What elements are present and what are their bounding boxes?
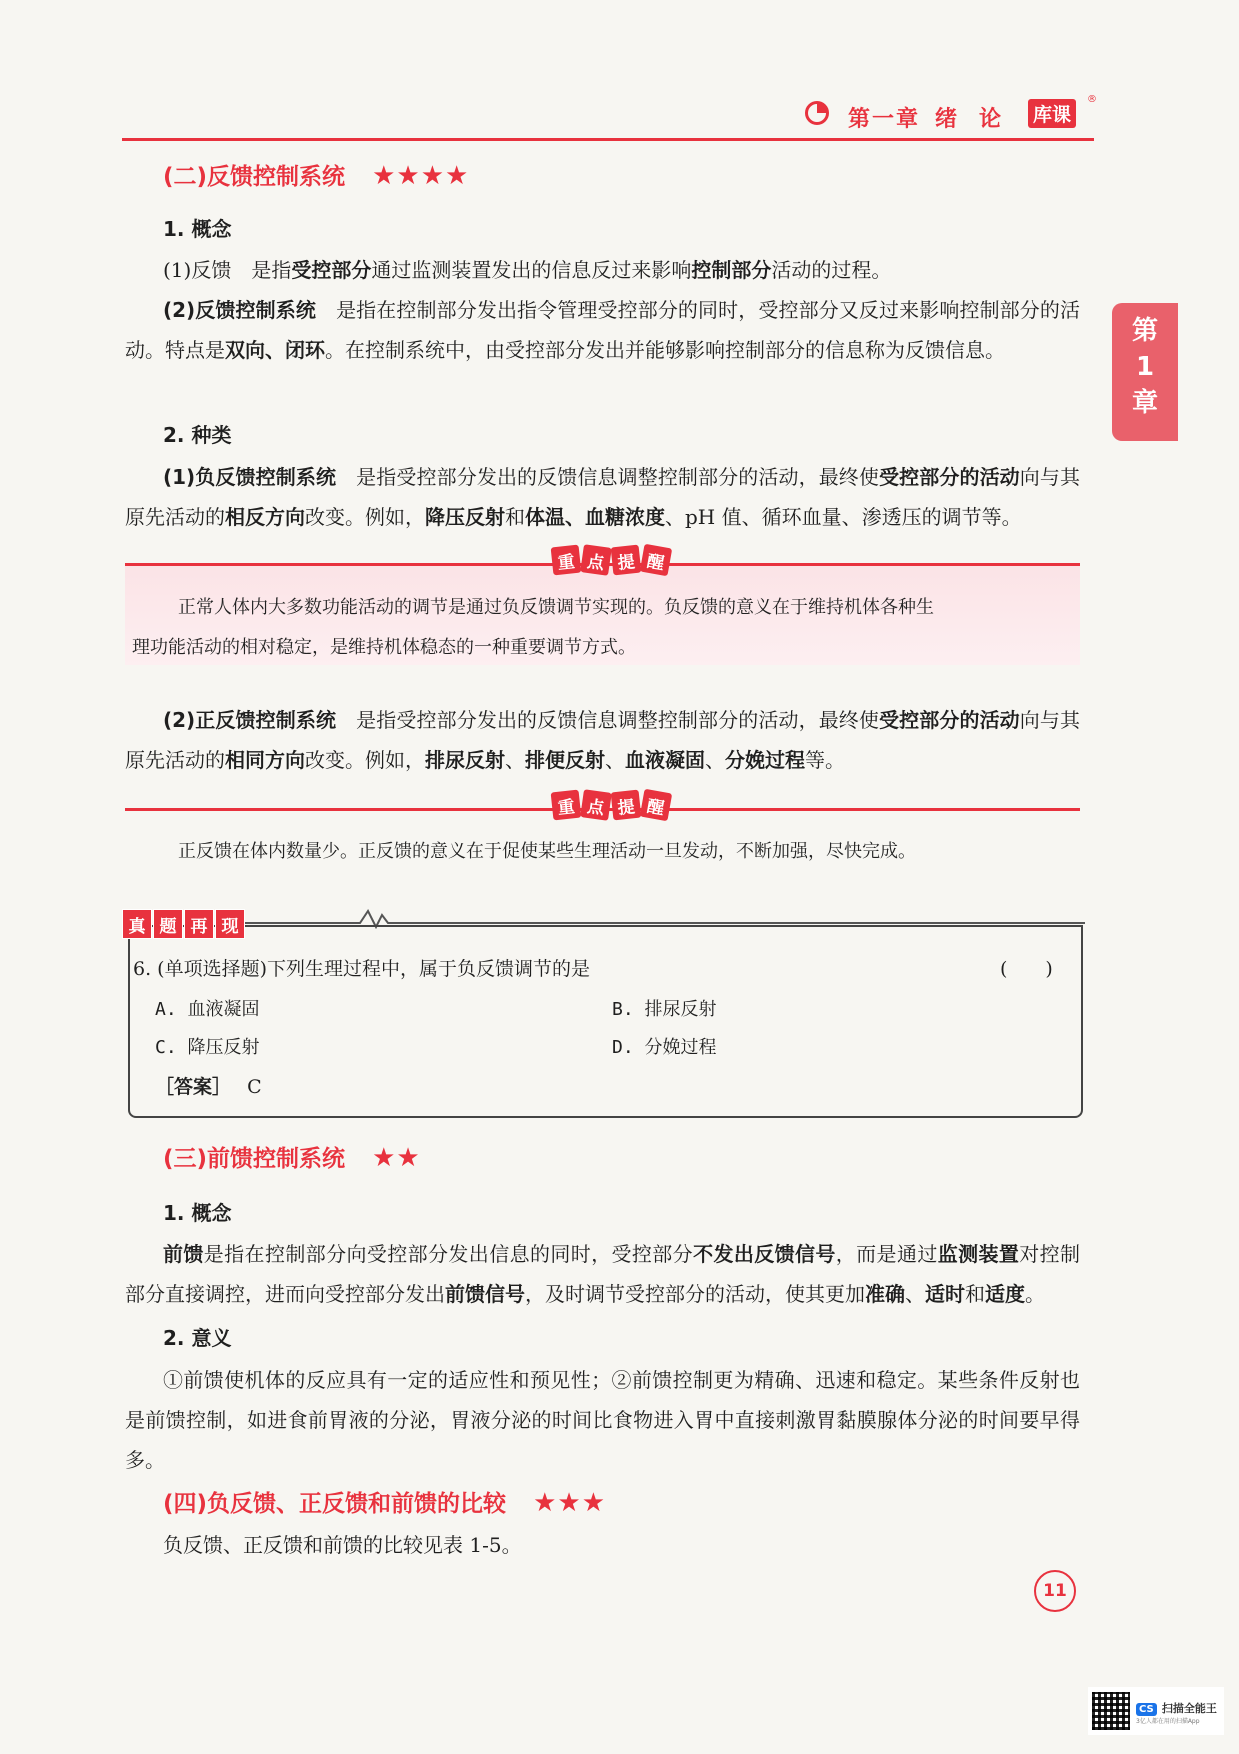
publisher-logo: 库课 bbox=[1028, 99, 1076, 128]
side-tab-line-1: 第 bbox=[1131, 316, 1158, 346]
answer-bracket: ( ) bbox=[1000, 958, 1053, 980]
watermark-subtitle: 3亿人都在用的扫描App bbox=[1136, 1718, 1200, 1725]
note-2-line-1: 正反馈在体内数量少。正反馈的意义在于促使某些生理活动一旦发动，不断加强，尽快完成。 bbox=[178, 841, 916, 862]
option-c: C. 降压反射 bbox=[155, 1037, 260, 1058]
note-1-line-2: 理功能活动的相对稳定，是维持机体稳态的一种重要调节方式。 bbox=[132, 637, 636, 658]
exam-tag: 真 题 再 现 bbox=[122, 909, 245, 939]
note-2-tag: 重 点 提 醒 bbox=[552, 791, 670, 819]
section-4-heading-row bbox=[163, 1485, 606, 1518]
note-1-tag: 重 点 提 醒 bbox=[552, 546, 670, 574]
option-b: B. 排尿反射 bbox=[612, 999, 717, 1020]
answer-label: ［答案］ bbox=[155, 1076, 232, 1098]
section-3-heading-row bbox=[163, 1140, 421, 1173]
option-d: D. 分娩过程 bbox=[612, 1037, 717, 1058]
section-2-stars-icon: ★★★★ bbox=[372, 161, 470, 191]
meaning-heading: 2. 意义 bbox=[163, 1326, 232, 1350]
section-2-heading: (二)反馈控制系统 bbox=[163, 164, 346, 190]
watermark-name: 扫描全能王 bbox=[1161, 1702, 1217, 1715]
registered-mark: ® bbox=[1087, 94, 1097, 105]
feedforward-definition: 前馈是指在控制部分向受控部分发出信息的同时，受控部分不发出反馈信号，而是通过监测装置对控制部分直接调控，进而向受控部分发出前馈信号，及时调节受控部分的活动，使其更加准确、适时和适度。 bbox=[125, 1242, 1081, 1306]
chapter-pie-icon bbox=[805, 101, 829, 125]
types-heading: 2. 种类 bbox=[163, 423, 232, 447]
chapter-side-tab bbox=[1112, 303, 1178, 441]
note-1-line-1: 正常人体内大多数功能活动的调节是通过负反馈调节实现的。负反馈的意义在于维持机体各种生 bbox=[178, 597, 934, 618]
concept-heading: 1. 概念 bbox=[163, 217, 232, 241]
header-chapter: 第一章 bbox=[848, 107, 921, 132]
side-tab-line-3: 章 bbox=[1131, 388, 1158, 418]
header-rule bbox=[122, 138, 1094, 141]
section-3-stars-icon: ★★ bbox=[372, 1143, 421, 1173]
side-tab-line-2: 1 bbox=[1135, 352, 1155, 382]
section-3-concept-heading: 1. 概念 bbox=[163, 1201, 232, 1225]
exam-question: 6. (单项选择题)下列生理过程中，属于负反馈调节的是 bbox=[133, 958, 590, 980]
page-number: 11 bbox=[1034, 1570, 1076, 1612]
feedback-control-definition: (2)反馈控制系统 是指在控制部分发出指令管理受控部分的同时，受控部分又反过来影响控制部分的活动。特点是双向、闭环。在控制系统中，由受控部分发出并能够影响控制部分的信息称为反馈信息。 bbox=[125, 298, 1081, 362]
camscanner-badge: CS bbox=[1136, 1703, 1157, 1716]
feedforward-meaning: ①前馈使机体的反应具有一定的适应性和预见性；②前馈控制更为精确、迅速和稳定。某些条件反射也是前馈控制，如进食前胃液的分泌，胃液分泌的时间比食物进入胃中直接刺激胃黏膜腺体分泌的时间要早得多。 bbox=[125, 1368, 1080, 1472]
answer-row bbox=[155, 1072, 262, 1099]
option-a: A. 血液凝固 bbox=[155, 999, 260, 1020]
header-title: 绪 论 bbox=[935, 107, 1002, 132]
section-4-heading: (四)负反馈、正反馈和前馈的比较 bbox=[163, 1491, 507, 1517]
qr-code-icon bbox=[1092, 1692, 1130, 1730]
feedback-definition: (1)反馈 是指受控部分通过监测装置发出的信息反过来影响控制部分活动的过程。 bbox=[163, 258, 892, 282]
comparison-reference: 负反馈、正反馈和前馈的比较见表 1-5。 bbox=[163, 1533, 522, 1557]
scanner-watermark bbox=[1088, 1687, 1224, 1735]
negative-feedback-definition: (1)负反馈控制系统 是指受控部分发出的反馈信息调整控制部分的活动，最终使受控部分的活动向与其原先活动的相反方向改变。例如，降压反射和体温、血糖浓度、pH 值、循环血量、渗透压的调节等。 bbox=[125, 465, 1081, 529]
section-4-stars-icon: ★★★ bbox=[533, 1488, 607, 1518]
section-3-heading: (三)前馈控制系统 bbox=[163, 1146, 346, 1172]
positive-feedback-definition: (2)正反馈控制系统 是指受控部分发出的反馈信息调整控制部分的活动，最终使受控部分的活动向与其原先活动的相同方向改变。例如，排尿反射、排便反射、血液凝固、分娩过程等。 bbox=[125, 708, 1081, 772]
answer-value: C bbox=[247, 1076, 262, 1098]
section-2-heading-row bbox=[163, 158, 469, 191]
